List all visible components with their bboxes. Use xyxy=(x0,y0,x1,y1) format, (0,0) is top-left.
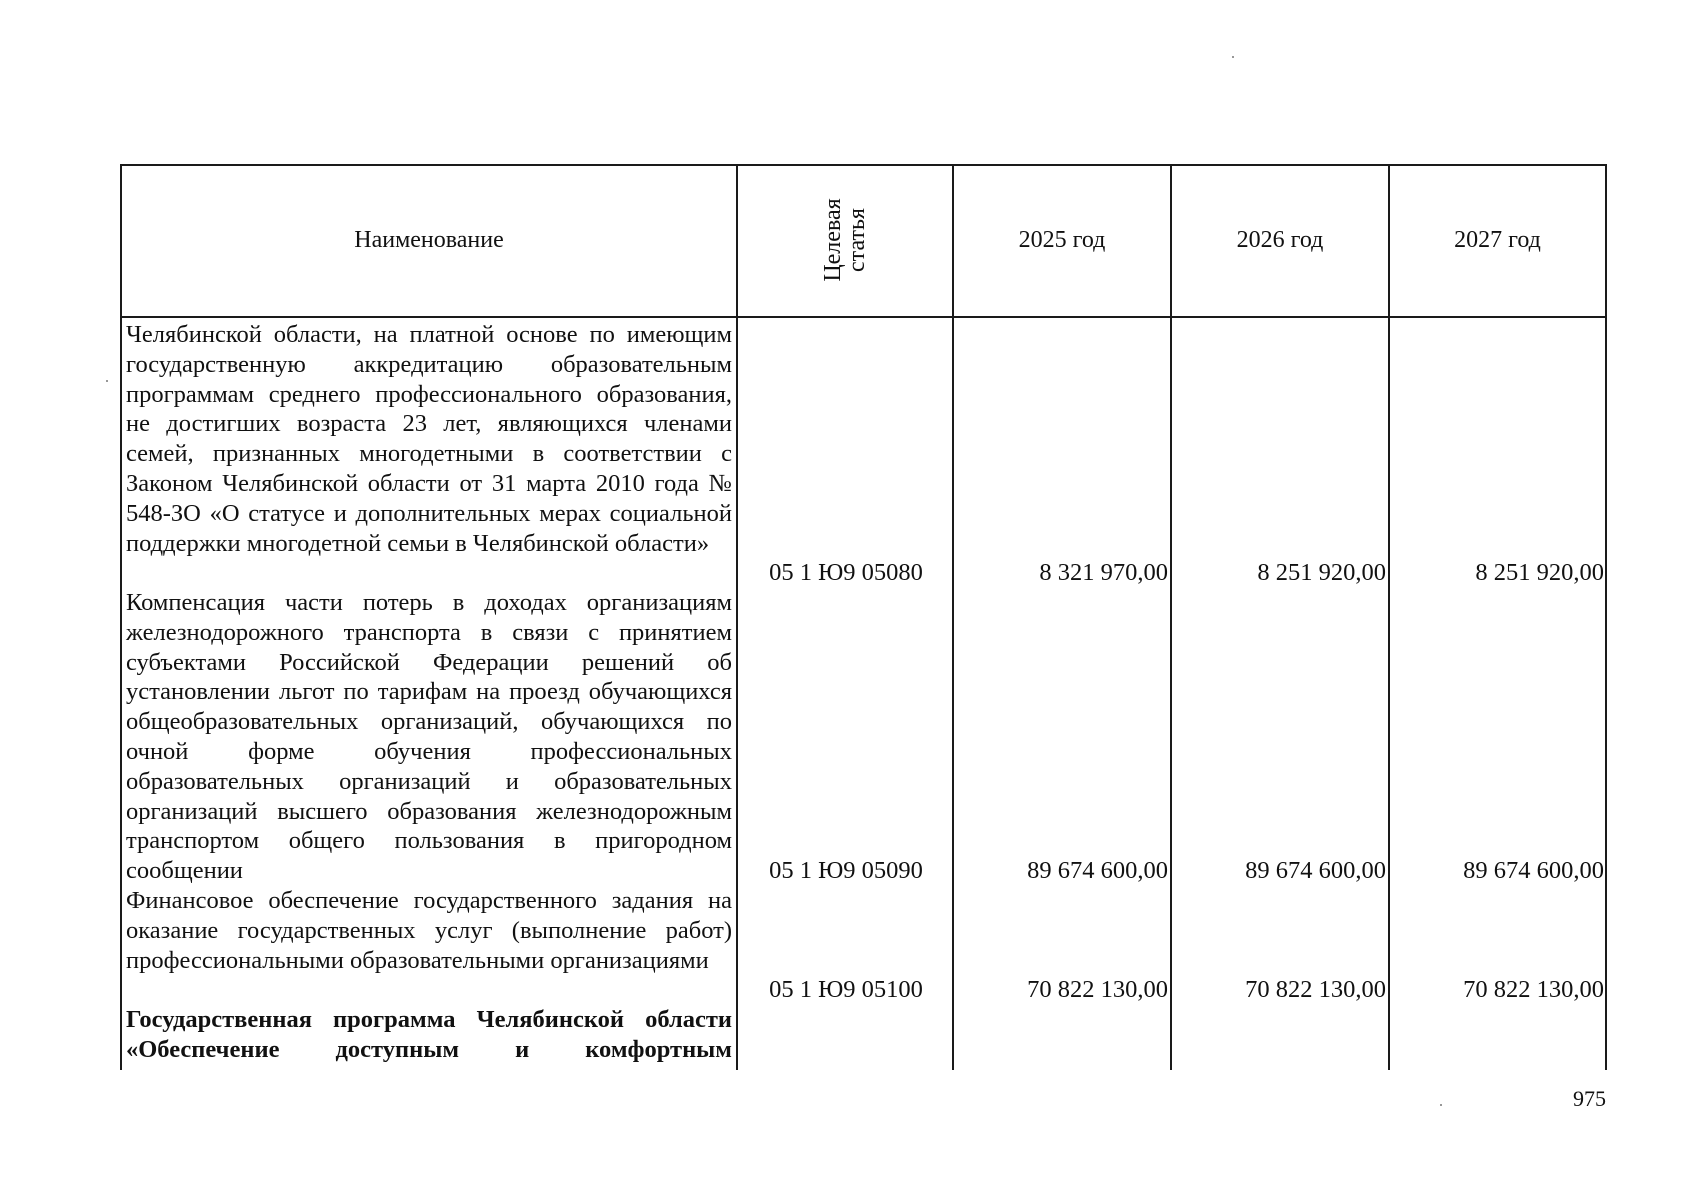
header-year-2025-label: 2025 год xyxy=(1018,226,1106,253)
row-4-name: Государственная программа Челябинской области «Обеспечение доступным и комфортным xyxy=(126,1006,732,1063)
row-3-name: Финансовое обеспечение государственного задания на оказание государственных услуг (выполнение работ) профессиональными образовательными организациями xyxy=(126,887,732,974)
row-3-2025: 70 822 130,00 xyxy=(1027,976,1168,1003)
scan-speck xyxy=(1440,1104,1442,1106)
row-2-code: 05 1 Ю9 05090 xyxy=(769,857,923,884)
row-1-2027: 8 251 920,00 xyxy=(1475,559,1604,586)
header-name xyxy=(122,164,736,316)
header-year-2027 xyxy=(1390,164,1605,316)
scan-speck xyxy=(106,380,108,382)
page-number: 975 xyxy=(1573,1086,1606,1111)
header-target-article-label: Целевая статья xyxy=(820,198,870,282)
header-year-2027-label: 2027 год xyxy=(1454,226,1541,253)
scan-speck xyxy=(1232,56,1234,58)
row-1-2025: 8 321 970,00 xyxy=(1039,559,1168,586)
row-2-2025: 89 674 600,00 xyxy=(1027,857,1168,884)
budget-table xyxy=(120,164,1607,1070)
header-name-label: Наименование xyxy=(354,226,504,253)
table-header-border xyxy=(120,316,1607,318)
header-target-article xyxy=(738,164,952,316)
row-3-2026: 70 822 130,00 xyxy=(1245,976,1386,1003)
row-1-name: Челябинской области, на платной основе по имеющим государственную аккредитацию образовательным программам среднего профессионального образования, не достигших возраста 23 лет, являющихся членами семей, признанных многодетными в соответствии с Законом Челябинской области от 31 марта 2010 года № 548-ЗО «О статусе и дополнительных мерах социальной поддержки многодетной семьи в Челябинской области» xyxy=(126,321,732,557)
header-year-2025 xyxy=(954,164,1170,316)
header-year-2026 xyxy=(1172,164,1388,316)
row-1-code: 05 1 Ю9 05080 xyxy=(769,559,923,586)
table-right-border xyxy=(1605,164,1607,1070)
row-3-code: 05 1 Ю9 05100 xyxy=(769,976,923,1003)
row-2-2027: 89 674 600,00 xyxy=(1463,857,1604,884)
header-year-2026-label: 2026 год xyxy=(1236,226,1324,253)
row-2-name: Компенсация части потерь в доходах организациям железнодорожного транспорта в связи с принятием субъектами Российской Федерации решений об установлении льгот по тарифам на проезд обучающихся общеобразовательных организаций, обучающихся по очной форме обучения профессиональных образовательных организаций и образовательных организаций высшего образования железнодорожным транспортом общего пользования в пригородном сообщении xyxy=(126,589,732,885)
row-3-2027: 70 822 130,00 xyxy=(1463,976,1604,1003)
row-2-2026: 89 674 600,00 xyxy=(1245,857,1386,884)
row-1-2026: 8 251 920,00 xyxy=(1257,559,1386,586)
